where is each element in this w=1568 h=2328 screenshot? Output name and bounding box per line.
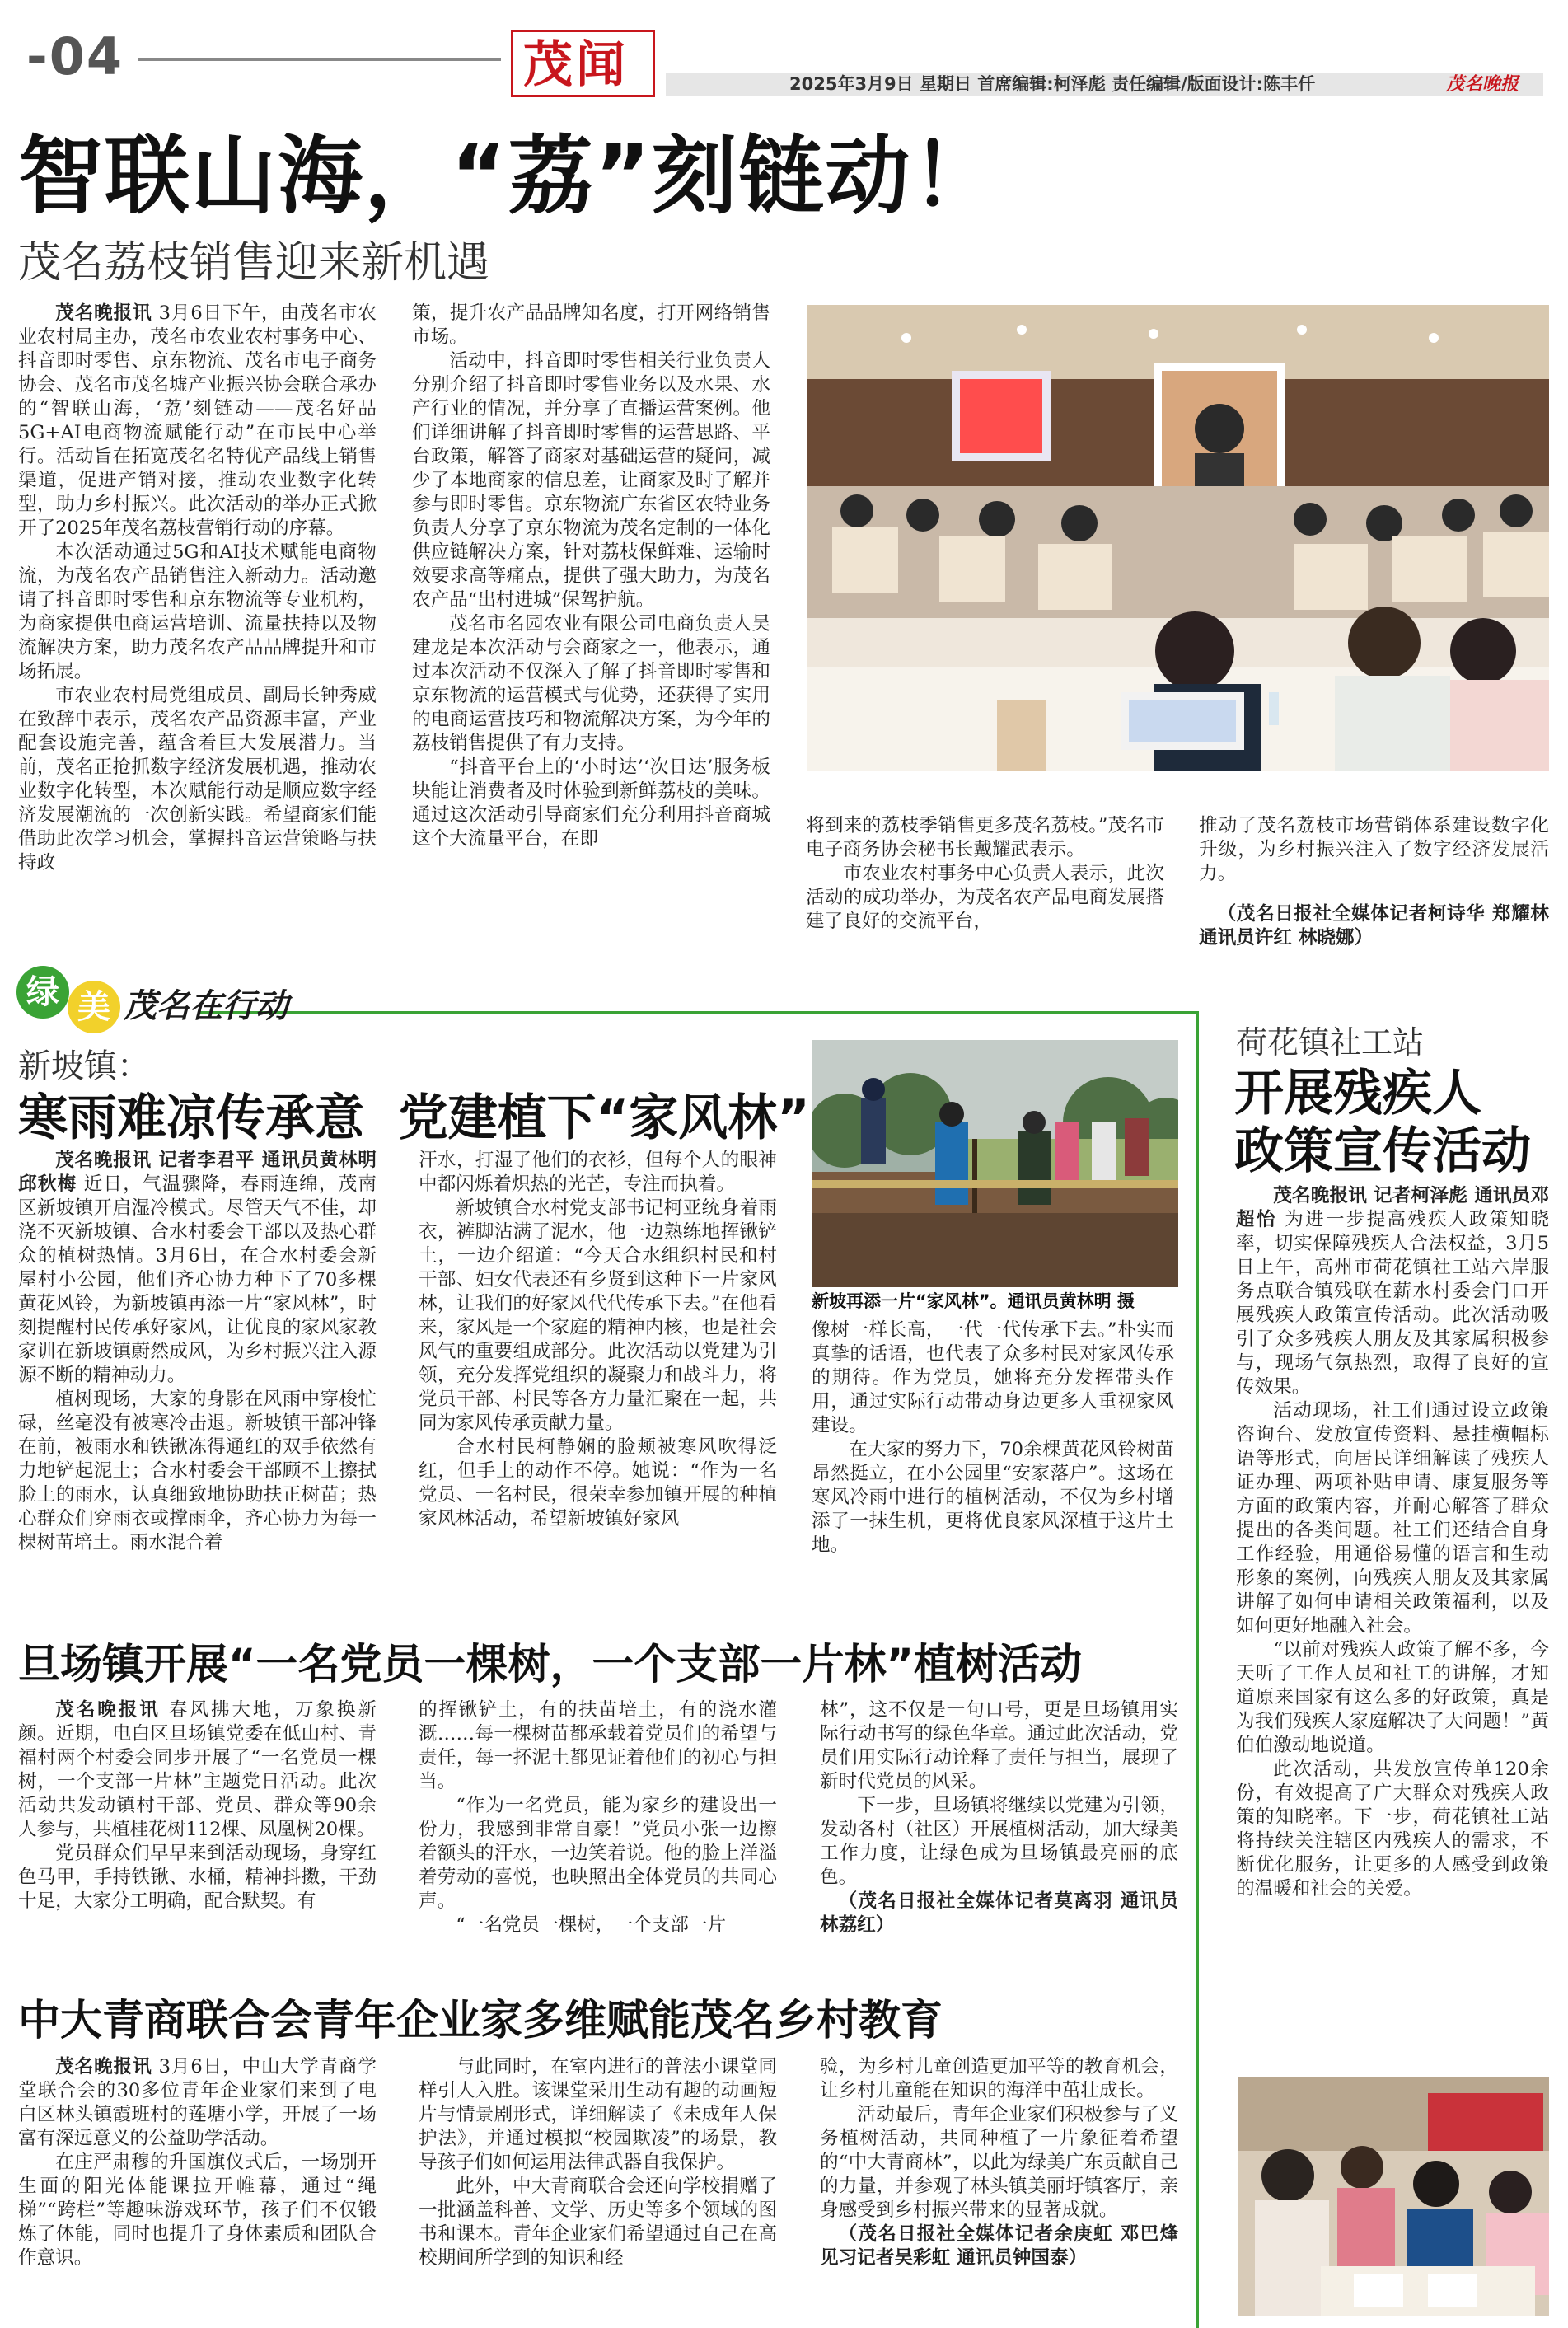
story2-paragraph: 植树现场，大家的身影在风雨中穿梭忙碌，丝毫没有被寒冷击退。新坡镇干部冲锋在前，被雨水和铁锹冻得通红的双手依然有力地铲起泥土；合水村委会干部顾不上擦拭脸上的雨水，认真细致地协助扶正树苗；热心群众们穿雨衣或撑雨伞，齐心协力为每一棵树苗培土。雨水混合着 — [18, 1389, 377, 1553]
story2-col1 — [18, 1149, 377, 1555]
story3-title: 旦场镇开展“一名党员一棵树，一个支部一片林”植树活动 — [18, 1641, 1083, 1689]
story1-paragraph: 市农业农村事务中心负责人表示，此次活动的成功举办，为茂名农产品电商发展搭建了良好的交流平台， — [806, 863, 1164, 932]
story1-paragraph: 将到来的荔枝季销售更多茂名荔枝。”茂名市电子商务协会秘书长戴耀武表示。 — [806, 815, 1164, 860]
story2-paragraph: 合水村民柯静娴的脸颊被寒风吹得泛红，但手上的动作不停。她说：“作为一名党员、一名村民，很荣幸参加镇开展的种植家风林活动，希望新坡镇好家风 — [419, 1436, 777, 1529]
story1-paragraph: 市农业农村局党组成员、副局长钟秀威在致辞中表示，茂名农产品资源丰富，产业配套设施完善，蕴含着巨大发展潜力。当前，茂名正抢抓数字经济发展机遇，推动农业数字化转型，本次赋能行动是顺应数字经济发展潮流的一次创新实践。希望商家们能借助此次学习机会，掌握抖音运营策略与扶持政 — [18, 685, 377, 874]
story4-paragraph: 在庄严肃穆的升国旗仪式后，一场别开生面的阳光体能课拉开帷幕，通过“绳梯”“跨栏”等趣味游戏环节，孩子们不仅锻炼了体能，同时也提升了身体素质和团队合作意识。 — [18, 2152, 377, 2269]
story5-paragraph: 此次活动，共发放宣传单120余份，有效提高了广大群众对残疾人政策的知晓率。下一步，荷花镇社工站将持续关注辖区内残疾人的需求，不断优化服务，让更多的人感受到政策的温暖和社会的关爱。 — [1236, 1759, 1549, 1899]
story1-subtitle: 茂名荔枝销售迎来新机遇 — [18, 238, 490, 288]
story3-col3 — [820, 1698, 1178, 1937]
section-title: 茂闻 — [523, 36, 629, 94]
story4-paragraph: 茂名晚报讯 3月6日，中山大学青商学堂联合会的30多位青年企业家们来到了电白区林头镇霞班村的莲塘小学，开展了一场富有深远意义的公益助学活动。 — [18, 2056, 377, 2149]
story5-title-line2: 政策宣传活动 — [1234, 1122, 1531, 1180]
story1-col2 — [412, 302, 770, 851]
story1-col1 — [18, 302, 377, 875]
story1-paragraph: 活动中，抖音即时零售相关行业负责人分别介绍了抖音即时零售业务以及水果、水产行业的情况，并分享了直播运营案例。他们详细讲解了抖音即时零售的运营思路、平台政策，解答了商家对基础运营的疑问，减少了本地商家的信息差，让商家及时了解并参与即时零售。京东物流广东省区农特业务负责人分享了京东物流为茂名定制的一体化供应链解决方案，针对荔枝保鲜难、运输时效要求高等痛点，提供了强大助力，为茂名农产品“出村进城”保驾护航。 — [412, 350, 770, 611]
story5-body — [1236, 1184, 1549, 1901]
green-badge-1: 绿 — [16, 966, 69, 1019]
story4-paragraph: 此外，中大青商联合会还向学校捐赠了一批涵盖科普、文学、历史等多个领域的图书和课本。青年企业家们希望通过自己在高校期间所学到的知识和经 — [419, 2176, 777, 2269]
story4-paragraph: 活动最后，青年企业家们积极参与了义务植树活动，共同种植了一片象征着希望的“中大青商林”，以此为绿美广东贡献自己的力量，并参观了林头镇美丽圩镇客厅，亲身感受到乡村振兴带来的显著成就。 — [820, 2104, 1178, 2221]
story1-paragraph: 茂名晚报讯 3月6日下午，由茂名市农业农村局主办，茂名市农业农村事务中心、抖音即时零售、京东物流、茂名市电子商务协会、茂名市茂名墟产业振兴协会联合承办的“智联山海，‘荔’刻链动——茂名好品5G+AI电商物流赋能行动”在市民中心举行。活动旨在拓宽茂名名特优产品线上销售渠道，促进产销对接，推动农业数字化转型，助力乡村振兴。此次活动的举办正式掀开了2025年茂名荔枝营销行动的序幕。 — [18, 302, 377, 539]
masthead: 茂名晚报 — [1445, 73, 1519, 95]
story4-paragraph: 验，为乡村儿童创造更加平等的教育机会，让乡村儿童能在知识的海洋中茁壮成长。 — [820, 2056, 1178, 2101]
header-info: 2025年3月9日 星期日 首席编辑:柯泽彪 责任编辑/版面设计:陈丰仟 — [789, 74, 1316, 94]
tree-planting-photo — [812, 1040, 1178, 1287]
story1-paragraph: 茂名市名园农业有限公司电商负责人吴建龙是本次活动与会商家之一，他表示，通过本次活动不仅深入了解了抖音即时零售和京东物流的运营模式与优势，还获得了实用的电商运营技巧和物流解决方案，为今年的荔枝销售提供了有力支持。 — [412, 613, 770, 754]
story3-paragraph: 茂名晚报讯 春风拂大地，万象换新颜。近期，电白区旦场镇党委在低山村、青福村两个村委会同步开展了“一名党员一棵树，一个支部一片林”主题党日活动。此次活动共发动镇村干部、党员、群众等90余人参与，共植桂花树112棵、凤凰树20棵。 — [18, 1699, 377, 1840]
story1-paragraph: 策，提升农产品品牌知名度，打开网络销售市场。 — [412, 302, 770, 348]
story2-paragraph: 汗水，打湿了他们的衣衫，但每个人的眼神中都闪烁着炽热的光芒，专注而执着。 — [419, 1150, 777, 1195]
header-info-bar — [666, 73, 1543, 96]
story2-paragraph: 在大家的努力下，70余棵黄花风铃树苗昂然挺立，在小公园里“安家落户”。这场在寒风冷雨中进行的植树活动，不仅为乡村增添了一抹生机，更将优良家风深植于这片土地。 — [812, 1439, 1174, 1556]
story1-title: 智联山海，“荔”刻链动！ — [18, 127, 999, 226]
story4-title: 中大青商联合会青年企业家多维赋能茂名乡村教育 — [18, 1997, 943, 2045]
story1-col4 — [1199, 814, 1549, 950]
story3-credit: （茂名日报社全媒体记者莫离羽 通讯员林荔红） — [820, 1890, 1178, 1936]
story3-paragraph: “一名党员一棵树，一个支部一片 — [456, 1914, 727, 1936]
story3-col1 — [18, 1698, 377, 1913]
story2-col2 — [419, 1149, 777, 1531]
story1-credit: （茂名日报社全媒体记者柯诗华 郑耀林 通讯员许红 林晓娜） — [1199, 903, 1549, 949]
story2-kicker: 新坡镇： — [18, 1047, 150, 1085]
story4-paragraph: 与此同时，在室内进行的普法小课堂同样引人入胜。该课堂采用生动有趣的动画短片与情景剧形式，详细解读了《未成年人保护法》，并通过模拟“校园欺凌”的场景，教导孩子们如何运用法律武器自我保护。 — [419, 2056, 777, 2173]
story2-paragraph: 新坡镇合水村党支部书记柯亚统身着雨衣，裤脚沾满了泥水，他一边熟练地挥锹铲土，一边介绍道：“今天合水组织村民和村干部、妇女代表还有乡贤到这种下一片家风林，让我们的好家风代代传承下去。”在他看来，家风是一个家庭的精神内核，也是社会风气的重要组成部分。此次活动以党建为引领，充分发挥党组织的凝聚力和战斗力，将党员干部、村民等各方力量汇聚在一起，共同为家风传承贡献力量。 — [419, 1197, 777, 1434]
story1-paragraph: 本次活动通过5G和AI技术赋能电商物流，为茂名农产品销售注入新动力。活动邀请了抖音即时零售和京东物流等专业机构，为商家提供电商运营培训、流量扶持以及物流解决方案，助力茂名农产品品牌提升和市场拓展。 — [18, 541, 377, 682]
story4-col1 — [18, 2055, 377, 2270]
story2-paragraph: 茂名晚报讯 记者李君平 通讯员黄林明 邱秋梅 近日，气温骤降，春雨连绵，茂南区新坡镇开启湿冷模式。尽管天气不佳，却浇不灭新坡镇、合水村委会干部以及热心群众的植树热情。3月6日，在合水村委会新屋村小公园，他们齐心协力种下了70多棵黄花风铃，为新坡镇再添一片“家风林”，时刻提醒村民传承好家风，让优良的家风家教家训在新坡镇蔚然成风，为乡村振兴注入源源不断的精神动力。 — [18, 1150, 377, 1386]
green-badge-2: 美 — [68, 981, 120, 1033]
story1-col3 — [806, 814, 1164, 934]
story5-paragraph: 活动现场，社工们通过设立政策咨询台、发放宣传资料、悬挂横幅标语等形式，向居民详细解读了残疾人证办理、两项补贴申请、康复服务等方面的政策内容，并耐心解答了群众提出的各类问题。社工们还结合自身工作经验，用通俗易懂的语言和生动形象的案例，向残疾人朋友及其家属讲解了如何申请相关政策福利，以及如何更好地融入社会。 — [1236, 1400, 1549, 1637]
story3-col2 — [419, 1698, 777, 1937]
story5-kicker: 荷花镇社工站 — [1236, 1024, 1425, 1061]
story5-title-line1: 开展残疾人 — [1234, 1065, 1481, 1122]
green-section-title: 茂名在行动 — [124, 987, 288, 1025]
story4-col3 — [820, 2055, 1178, 2270]
policy-photo — [1238, 2077, 1549, 2316]
story5-paragraph: “以前对残疾人政策了解不多，今天听了工作人员和社工的讲解，才知道原来国家有这么多的好政策，真是为我们残疾人家庭解决了大问题！”黄伯伯激动地说道。 — [1236, 1639, 1549, 1756]
tree-photo-caption: 新坡再添一片“家风林”。通讯员黄林明 摄 — [812, 1291, 1135, 1311]
story2-title: 寒雨难凉传承意 党建植下“家风林” — [18, 1089, 810, 1147]
story3-paragraph: 下一步，旦场镇将继续以党建为引领，发动各村（社区）开展植树活动，加大绿美工作力度，让绿色成为旦场镇最亮丽的底色。 — [820, 1795, 1178, 1888]
story3-paragraph: 的挥锹铲土，有的扶苗培土，有的浇水灌溉……每一棵树苗都承载着党员们的希望与责任，每一抔泥土都见证着他们的初心与担当。 — [419, 1699, 777, 1792]
story1-paragraph: 推动了茂名荔枝市场营销体系建设数字化升级，为乡村振兴注入了数字经济发展活力。 — [1199, 815, 1549, 884]
header-rule-left — [138, 58, 501, 61]
story3-paragraph: 党员群众们早早来到活动现场，身穿红色马甲，手持铁锹、水桶，精神抖擞，干劲十足，大家分工明确，配合默契。有 — [18, 1843, 377, 1912]
story4-credit: （茂名日报社全媒体记者余庚虹 邓巴烽 见习记者吴彩虹 通讯员钟国泰） — [820, 2223, 1178, 2269]
story2-col3 — [812, 1319, 1174, 1557]
story1-paragraph: “抖音平台上的‘小时达’‘次日达’服务板块能让消费者及时体验到新鲜荔枝的美味。通过这次活动引导商家们充分利用抖音商城这个大流量平台，在即 — [412, 756, 770, 850]
story3-paragraph: “作为一名党员，能为家乡的建设出一份力，我感到非常自豪！”党员小张一边擦着额头的汗水，一边笑着说。他的脸上洋溢着劳动的喜悦，也映照出全体党员的共同心声。 — [419, 1795, 777, 1912]
section-badge — [511, 30, 655, 97]
story4-col2 — [419, 2055, 777, 2270]
page-number: -04 — [26, 26, 124, 87]
story2-paragraph: 像树一样长高，一代一代传承下去。”朴实而真挚的话语，也代表了众多村民对家风传承的期待。作为党员，她将充分发挥带头作用，通过实际行动带动身边更多人重视家风建设。 — [812, 1319, 1174, 1436]
story3-paragraph: 林”，这不仅是一句口号，更是旦场镇用实际行动书写的绿色华章。通过此次活动，党员们用实际行动诠释了责任与担当，展现了新时代党员的风采。 — [820, 1699, 1178, 1792]
conference-photo — [807, 305, 1549, 771]
story5-paragraph: 茂名晚报讯 记者柯泽彪 通讯员邓超怡 为进一步提高残疾人政策知晓率，切实保障残疾人合法权益，3月5日上午，高州市荷花镇社工站六岸服务点联合镇残联在薪水村委会门口开展残疾人政策宣传活动。此次活动吸引了众多残疾人朋友及其家属积极参与，现场气氛热烈，取得了良好的宣传效果。 — [1236, 1185, 1550, 1398]
